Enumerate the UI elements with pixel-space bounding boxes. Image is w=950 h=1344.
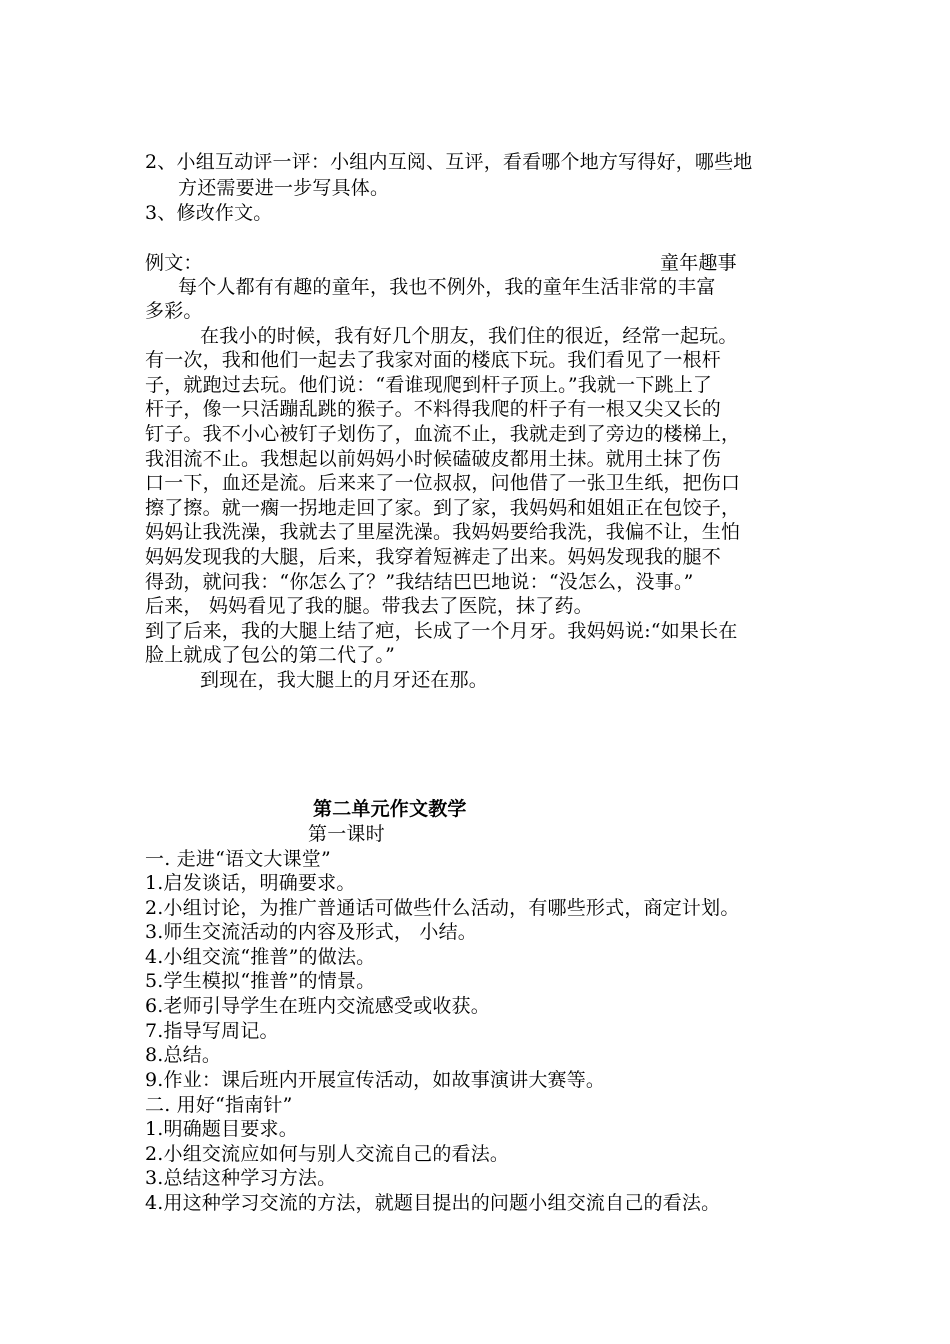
example-label: 例文： xyxy=(145,252,203,274)
lesson-subtitle: 第一课时 xyxy=(308,823,385,845)
list-item: 2.小组讨论，为推广普通话可做些什么活动，有哪些形式，商定计划。 xyxy=(145,897,740,919)
paragraph2-line8: 擦了擦。就一瘸一拐地走回了家。到了家，我妈妈和姐姐正在包饺子， xyxy=(145,497,741,519)
list-item: 6.老师引导学生在班内交流感受或收获。 xyxy=(145,995,490,1017)
paragraph3-line2: 脸上就成了包公的第二代了。” xyxy=(145,644,396,666)
paragraph2-line7: 口一下，血还是流。后来来了一位叔叔，问他借了一张卫生纸，把伤口 xyxy=(145,472,741,494)
paragraph2-line4: 杆子，像一只活蹦乱跳的猴子。不料得我爬的杆子有一根又尖又长的 xyxy=(145,398,722,420)
list-item: 1.启发谈话，明确要求。 xyxy=(145,872,356,894)
unit-title: 第二单元作文教学 xyxy=(313,798,467,820)
document-page xyxy=(145,0,810,1344)
step2-line1: 2、小组互动评一评：小组内互阅、互评，看看哪个地方写得好，哪些地 xyxy=(145,151,753,173)
step3: 3、修改作文。 xyxy=(145,202,273,224)
paragraph1-line2: 多彩。 xyxy=(145,300,203,322)
paragraph3-line1: 到了后来，我的大腿上结了疤，长成了一个月牙。我妈妈说:“如果长在 xyxy=(145,620,738,642)
paragraph2-line2: 有一次，我和他们一起去了我家对面的楼底下玩。我们看见了一根杆 xyxy=(145,349,722,371)
list-item: 4.小组交流“推普”的做法。 xyxy=(145,946,376,968)
paragraph2-line3: 子，就跑过去玩。他们说：“看谁现爬到杆子顶上。”我就一下跳上了 xyxy=(145,374,713,396)
list-item: 2.小组交流应如何与别人交流自己的看法。 xyxy=(145,1143,510,1165)
paragraph2-line9: 妈妈让我洗澡，我就去了里屋洗澡。我妈妈要给我洗，我偏不让，生怕 xyxy=(145,521,741,543)
part2-heading: 二. 用好“指南针” xyxy=(145,1094,293,1116)
paragraph2-line10: 妈妈发现我的大腿，后来，我穿着短裤走了出来。妈妈发现我的腿不 xyxy=(145,546,722,568)
list-item: 4.用这种学习交流的方法，就题目提出的问题小组交流自己的看法。 xyxy=(145,1192,721,1214)
example-title: 童年趣事 xyxy=(660,252,737,274)
part1-heading: 一. 走进“语文大课堂” xyxy=(145,848,331,870)
paragraph1-line1: 每个人都有有趣的童年，我也不例外，我的童年生活非常的丰富 xyxy=(178,276,716,298)
paragraph4-line1: 到现在，我大腿上的月牙还在那。 xyxy=(200,669,489,691)
paragraph2-line1: 在我小的时候，我有好几个朋友，我们住的很近，经常一起玩。 xyxy=(200,325,738,347)
list-item: 8.总结。 xyxy=(145,1044,222,1066)
list-item: 1.明确题目要求。 xyxy=(145,1118,298,1140)
paragraph2-line11: 得劲，就问我：“你怎么了？”我结结巴巴地说：“没怎么，没事。” xyxy=(145,571,694,593)
list-item: 3.师生交流活动的内容及形式， 小结。 xyxy=(145,921,477,943)
step2-line2: 方还需要进一步写具体。 xyxy=(178,177,390,199)
list-item: 7.指导写周记。 xyxy=(145,1020,279,1042)
list-item: 3.总结这种学习方法。 xyxy=(145,1167,337,1189)
paragraph2-line5: 钉子。我不小心被钉子划伤了，血流不止，我就走到了旁边的楼梯上， xyxy=(145,423,741,445)
list-item: 5.学生模拟“推普”的情景。 xyxy=(145,970,376,992)
paragraph2-line12: 后来， 妈妈看见了我的腿。带我去了医院，抹了药。 xyxy=(145,595,593,617)
paragraph2-line6: 我泪流不止。我想起以前妈妈小时候磕破皮都用土抹。就用土抹了伤 xyxy=(145,448,722,470)
list-item: 9.作业：课后班内开展宣传活动，如故事演讲大赛等。 xyxy=(145,1069,606,1091)
